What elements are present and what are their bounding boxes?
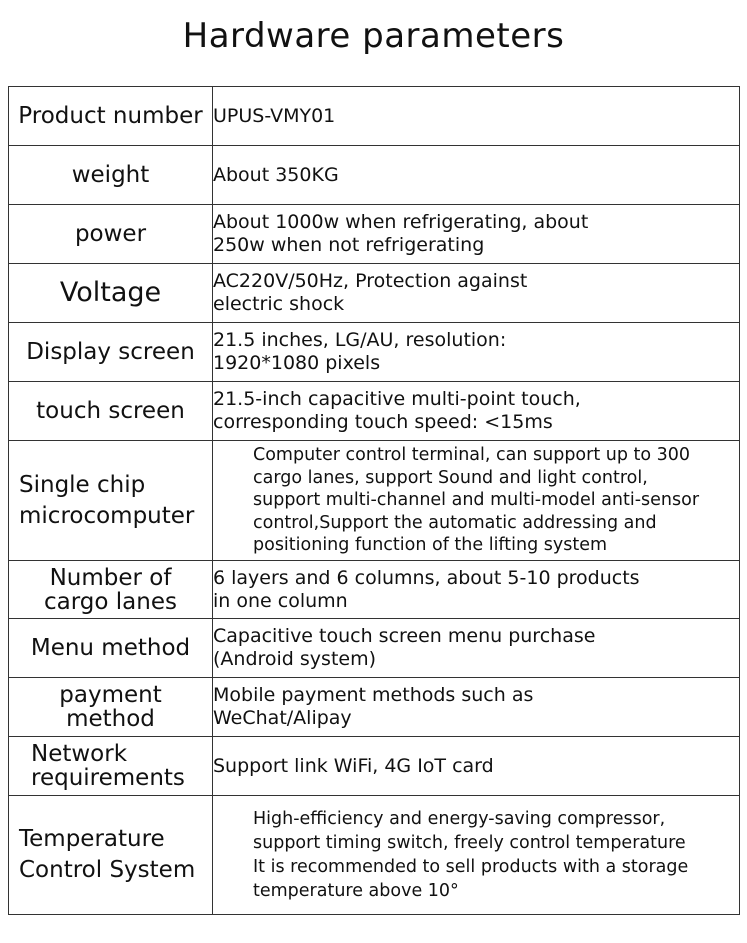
parameter-name: Menu method xyxy=(9,619,213,678)
parameter-value: 21.5 inches, LG/AU, resolution: 1920*1080 pixels xyxy=(213,323,740,382)
table-row xyxy=(9,382,740,441)
table-row xyxy=(9,146,740,205)
page-title: Hardware parameters xyxy=(182,16,565,56)
table-row xyxy=(9,619,740,678)
parameter-value: Support link WiFi, 4G IoT card xyxy=(213,737,740,796)
parameter-name: weight xyxy=(9,146,213,205)
table-row xyxy=(9,205,740,264)
table-row xyxy=(9,264,740,323)
parameter-name: Product number xyxy=(9,87,213,146)
parameter-value: Computer control terminal, can support up to 300 cargo lanes, support Sound and light control, support multi-channel and multi-model anti-sensor control,Support the automatic addressing and positioning function of the lifting system xyxy=(213,441,740,561)
parameter-name: Number of cargo lanes xyxy=(9,561,213,619)
parameter-value: About 1000w when refrigerating, about 250w when not refrigerating xyxy=(213,205,740,264)
parameter-value: High-efficiency and energy-saving compressor, support timing switch, freely control temperature It is recommended to sell products with a storage temperature above 10° xyxy=(213,796,740,915)
parameter-name: payment method xyxy=(9,678,213,737)
table-row xyxy=(9,323,740,382)
hardware-parameters-table xyxy=(8,86,740,915)
parameter-name: Temperature Control System xyxy=(9,796,213,915)
table-row xyxy=(9,678,740,737)
table-row xyxy=(9,441,740,561)
parameter-name: Display screen xyxy=(9,323,213,382)
parameter-name: Voltage xyxy=(9,264,213,323)
parameter-value: Mobile payment methods such as WeChat/Alipay xyxy=(213,678,740,737)
parameter-value: 6 layers and 6 columns, about 5-10 products in one column xyxy=(213,561,740,619)
parameter-value: About 350KG xyxy=(213,146,740,205)
table-row xyxy=(9,87,740,146)
table-row xyxy=(9,737,740,796)
parameter-name: Network requirements xyxy=(9,737,213,796)
parameter-name: Single chip microcomputer xyxy=(9,441,213,561)
parameter-value: AC220V/50Hz, Protection against electric shock xyxy=(213,264,740,323)
parameter-value: UPUS-VMY01 xyxy=(213,87,740,146)
parameter-value: 21.5-inch capacitive multi-point touch, corresponding touch speed: <15ms xyxy=(213,382,740,441)
parameter-name: power xyxy=(9,205,213,264)
parameter-name: touch screen xyxy=(9,382,213,441)
table-row xyxy=(9,561,740,619)
table-row xyxy=(9,796,740,915)
parameter-value: Capacitive touch screen menu purchase (Android system) xyxy=(213,619,740,678)
